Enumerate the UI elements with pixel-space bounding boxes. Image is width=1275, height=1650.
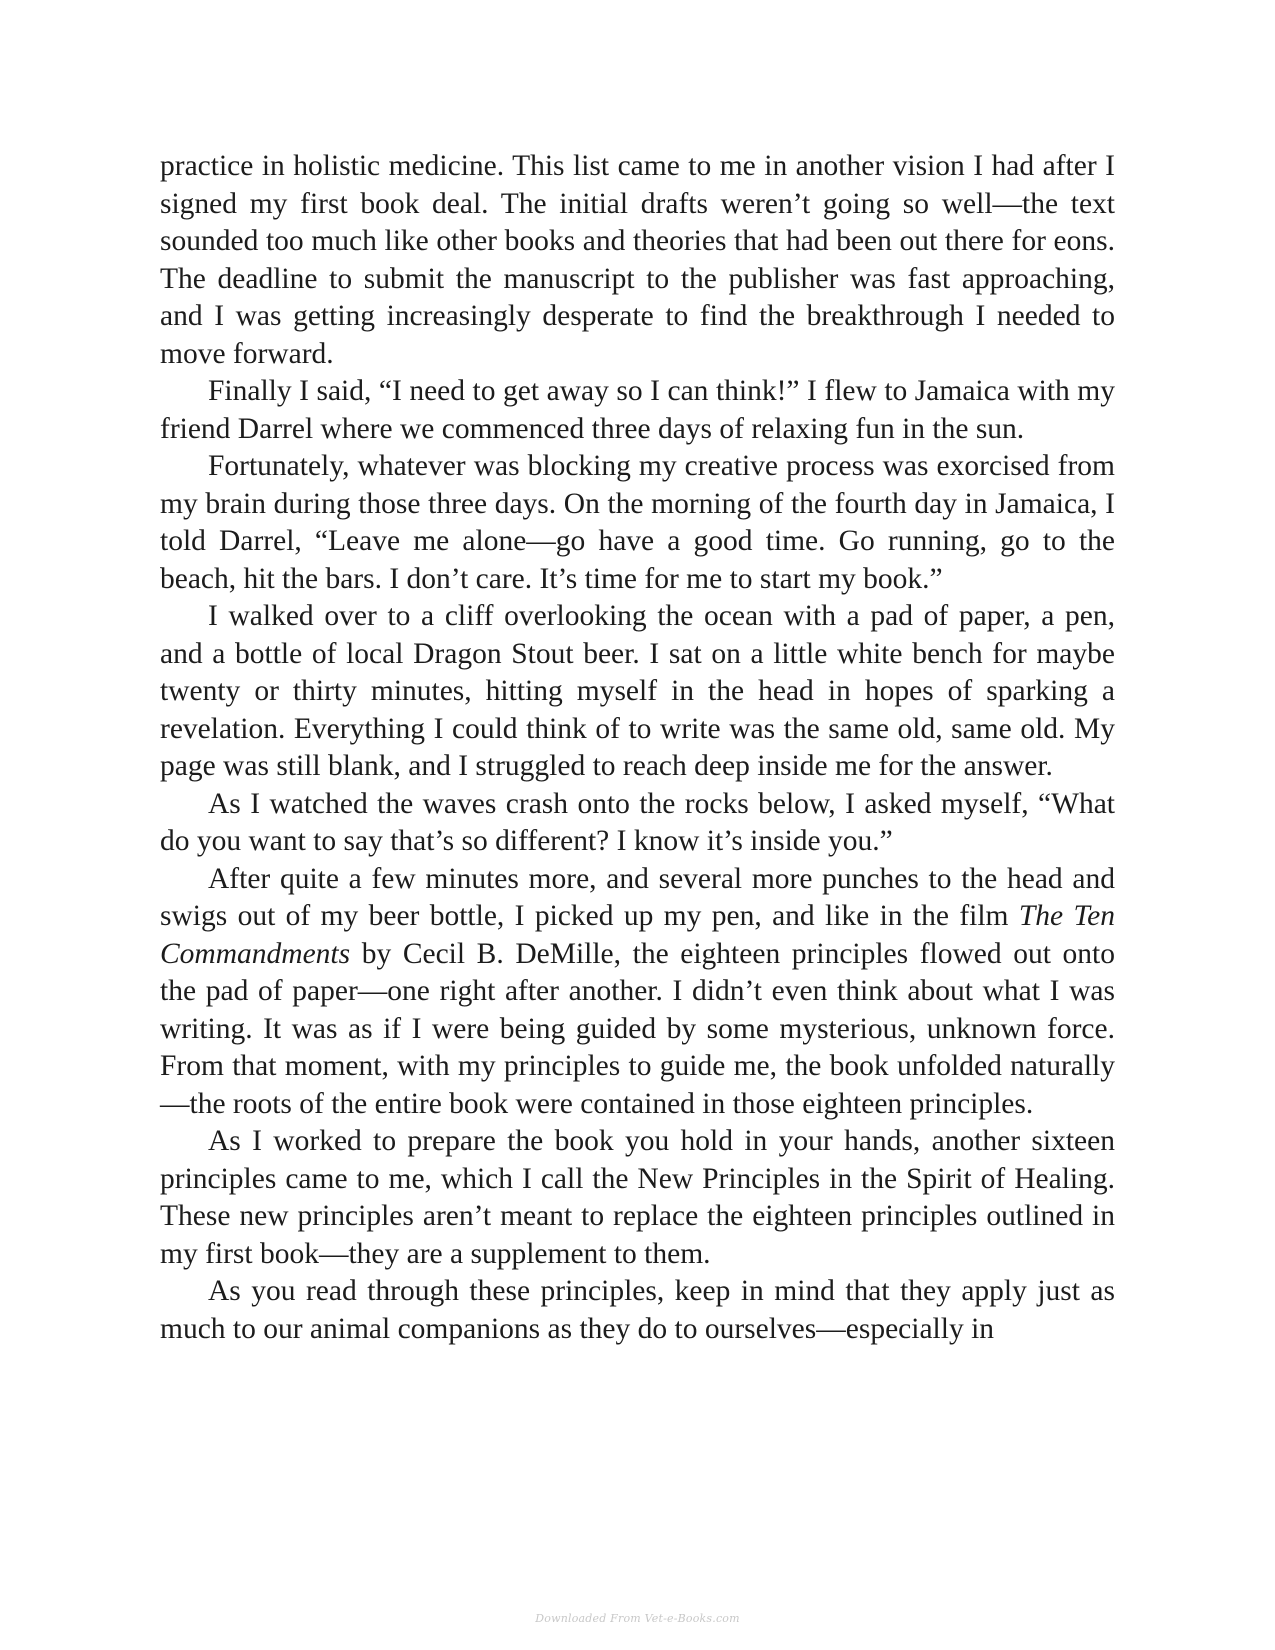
paragraph-2: Finally I said, “I need to get away so I can think!” I flew to Jamaica with my friend Darrel where we commenced three days of relaxing fun in the sun.	[160, 375, 1115, 445]
body-text	[160, 148, 1115, 1348]
paragraph-4: I walked over to a cliff overlooking the ocean with a pad of paper, a pen, and a bottle of local Dragon Stout beer. I sat on a little white bench for maybe twenty or thirty minutes, hitting myself in the head in hopes of sparking a revelation. Everything I could think of to write was the same old, same old. My page was still blank, and I struggled to reach deep inside me for the answer.	[160, 600, 1115, 782]
paragraph-6-text-after: by Cecil B. DeMille, the eighteen principles flowed out onto the pad of paper—one right after another. I didn’t even think about what I was writing. It was as if I were being guided by some mysterious, unknown force. From that moment, with my principles to guide me, the book unfolded naturally—the roots of the entire book were contained in those eighteen principles.	[160, 937, 1115, 1120]
paragraph-6	[160, 861, 1115, 1124]
footer-watermark: Downloaded From Vet-e-Books.com	[535, 1612, 740, 1625]
paragraph-8: As you read through these principles, keep in mind that they apply just as much to our animal companions as they do to ourselves—especially in	[160, 1275, 1115, 1345]
film-title: The Ten Commandments	[160, 900, 1115, 970]
paragraph-6-text-before: After quite a few minutes more, and several more punches to the head and swigs out of my beer bottle, I picked up my pen, and like in the film	[160, 862, 1115, 932]
paragraph-7: As I worked to prepare the book you hold in your hands, another sixteen principles came to me, which I call the New Principles in the Spirit of Healing. These new principles aren’t meant to replace the eighteen principles outlined in my first book—they are a supplement to them.	[160, 1125, 1115, 1270]
paragraph-1: practice in holistic medicine. This list came to me in another vision I had after I signed my first book deal. The initial drafts weren’t going so well—the text sounded too much like other books and theories that had been out there for eons. The deadline to submit the manuscript to the publisher was fast approaching, and I was getting increasingly desperate to find the breakthrough I needed to move forward.	[160, 150, 1115, 370]
paragraph-3: Fortunately, whatever was blocking my creative process was exorcised from my brain during those three days. On the morning of the fourth day in Jamaica, I told Darrel, “Leave me alone—go have a good time. Go running, go to the beach, hit the bars. I don’t care. It’s time for me to start my book.”	[160, 450, 1115, 595]
paragraph-5: As I watched the waves crash onto the rocks below, I asked myself, “What do you want to say that’s so different? I know it’s inside you.”	[160, 787, 1115, 857]
